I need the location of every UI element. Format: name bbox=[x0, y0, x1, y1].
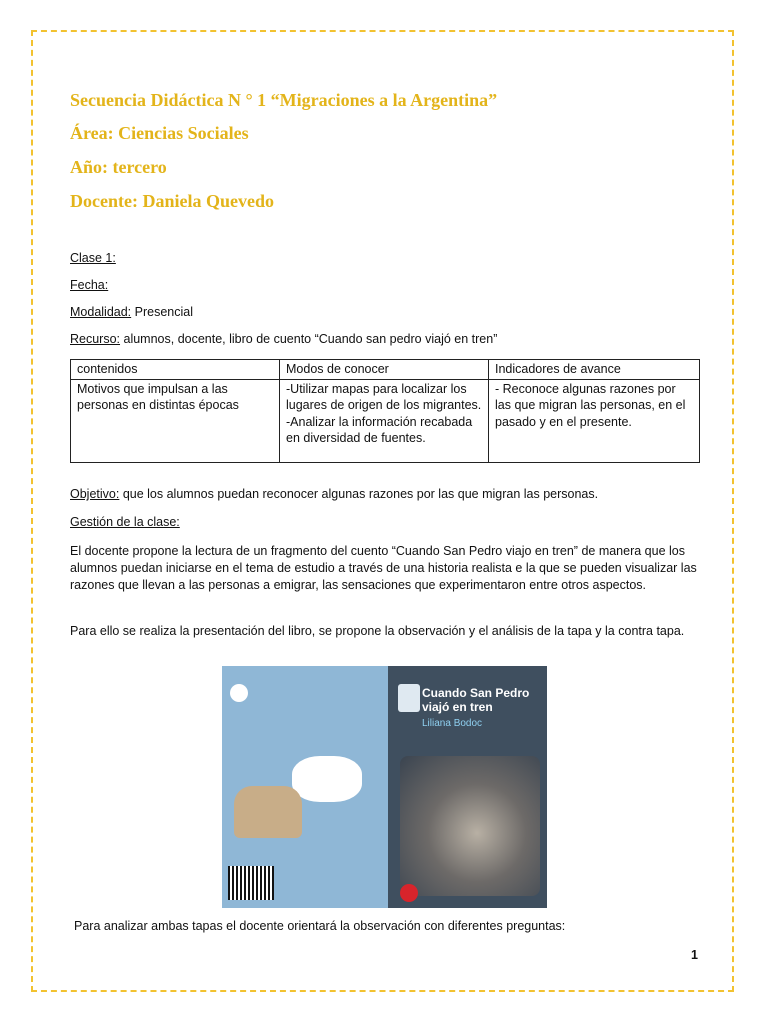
management-paragraph-1: El docente propone la lectura de un fragmento del cuento “Cuando San Pedro viajo en tren” de manera que los alumnos puedan iniciarse en el tema de estudio a través de una historia realista e la que se pueden visualizar las razones que llevan a las personas a emigrar, las sensaciones que experimentaron entre otros aspectos. bbox=[70, 544, 697, 592]
class-label-text: Clase 1: bbox=[70, 251, 116, 265]
resource-value: alumnos, docente, libro de cuento “Cuando san pedro viajó en tren” bbox=[120, 332, 498, 346]
closing-paragraph: Para analizar ambas tapas el docente orientará la observación con diferentes preguntas: bbox=[74, 919, 566, 933]
barcode-icon bbox=[228, 866, 274, 900]
family-illustration bbox=[234, 786, 302, 838]
page-number: 1 bbox=[691, 948, 698, 962]
book-author: Liliana Bodoc bbox=[422, 718, 483, 729]
class-label bbox=[70, 251, 116, 265]
management-label bbox=[70, 515, 180, 529]
cell-modos bbox=[280, 379, 489, 462]
management-paragraph-2: Para ello se realiza la presentación del libro, se propone la observación y el análisis de la tapa y la contra tapa. bbox=[70, 624, 685, 638]
sleeping-children-illustration bbox=[400, 756, 540, 896]
objective-label: Objetivo: bbox=[70, 487, 120, 501]
document-title: Secuencia Didáctica N ° 1 “Migraciones a la Argentina” bbox=[70, 90, 498, 110]
management-label-text: Gestión de la clase: bbox=[70, 515, 180, 529]
date-label-text: Fecha: bbox=[70, 278, 109, 292]
table-header-row bbox=[71, 360, 700, 380]
year-heading: Año: tercero bbox=[70, 157, 167, 177]
resource-line bbox=[70, 332, 497, 346]
table-header-contenidos: contenidos bbox=[71, 360, 280, 380]
cell-indicadores: - Reconoce algunas razones por las que migran las personas, en el pasado y en el presente. bbox=[489, 379, 700, 462]
back-cover bbox=[222, 666, 388, 908]
objective-text: que los alumnos puedan reconocer algunas razones por las que migran las personas. bbox=[119, 487, 599, 501]
sm-logo-icon bbox=[400, 884, 418, 902]
planning-table bbox=[70, 359, 700, 463]
modos-item: -Utilizar mapas para localizar los lugares de origen de los migrantes. bbox=[286, 381, 482, 412]
speech-bubble-icon bbox=[292, 756, 362, 802]
resource-label: Recurso: bbox=[70, 332, 121, 346]
area-heading: Área: Ciencias Sociales bbox=[70, 123, 249, 143]
table-header-indicadores: Indicadores de avance bbox=[489, 360, 700, 380]
modality-value: Presencial bbox=[131, 305, 193, 319]
modality-label: Modalidad: bbox=[70, 305, 132, 319]
date-label bbox=[70, 278, 108, 292]
teacher-heading: Docente: Daniela Quevedo bbox=[70, 191, 274, 211]
table-header-modos: Modos de conocer bbox=[280, 360, 489, 380]
table-row bbox=[71, 379, 700, 462]
book-cover-image bbox=[222, 666, 547, 908]
modality-line bbox=[70, 305, 193, 319]
age-badge-icon bbox=[230, 684, 248, 702]
publisher-logo-icon bbox=[398, 684, 420, 712]
objective-line bbox=[70, 487, 598, 501]
cell-contenidos: Motivos que impulsan a las personas en distintas épocas bbox=[71, 379, 280, 462]
modos-item: -Analizar la información recabada en diversidad de fuentes. bbox=[286, 414, 473, 445]
book-title: Cuando San Pedro viajó en tren bbox=[422, 686, 530, 714]
